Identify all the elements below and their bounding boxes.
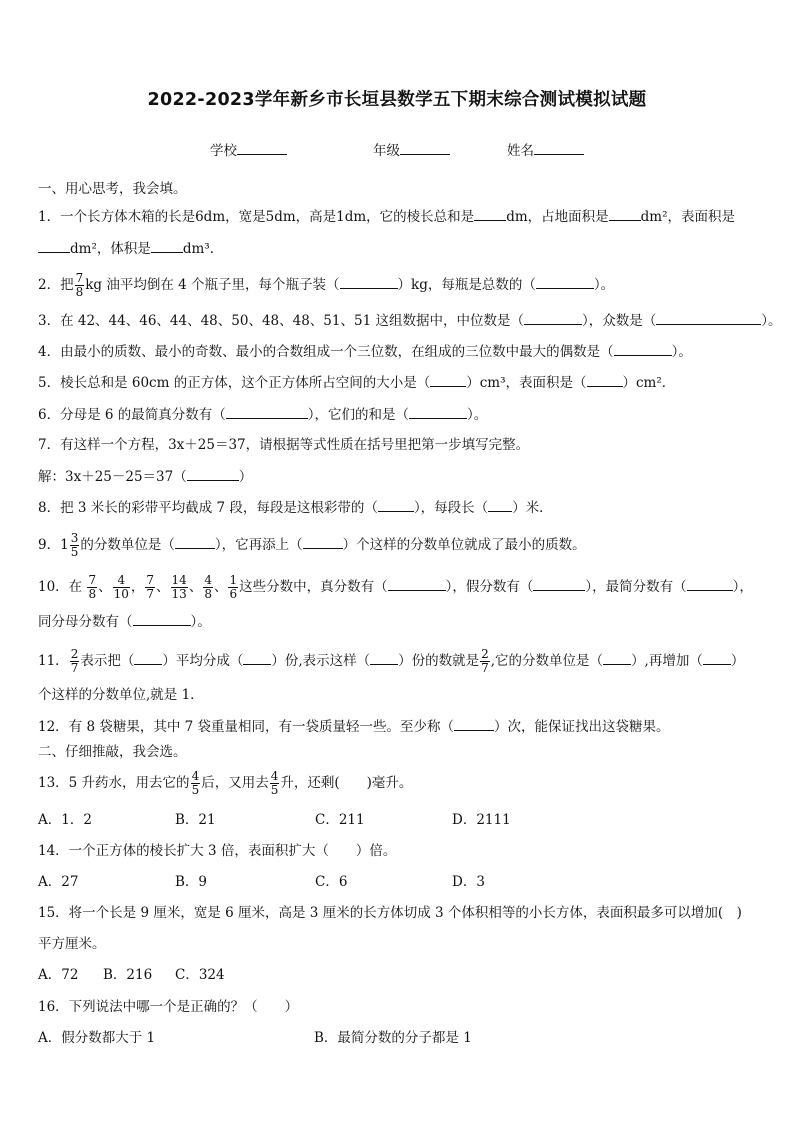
question-12: 12．有 8 袋糖果，其中 7 袋重量相同，有一袋质量轻一些。至少称（ ）次，能保证找出这袋糖果。: [38, 716, 764, 737]
student-info: [0, 139, 794, 159]
answer-blank[interactable]: [187, 466, 239, 481]
answer-blank[interactable]: [388, 576, 446, 591]
answer-blank[interactable]: [303, 534, 343, 549]
fraction: $\frac{7}{8}$: [88, 573, 97, 601]
answer-blank[interactable]: [226, 404, 308, 419]
answer-blank[interactable]: [587, 372, 623, 387]
fraction: $\frac{7}{7}$: [146, 573, 155, 601]
question-7-solution: 解：3x＋25－25＝37（ ）: [38, 466, 764, 487]
fraction: $\frac{4}{10}$: [113, 573, 129, 601]
option-a[interactable]: A．27: [38, 874, 79, 890]
answer-blank[interactable]: [609, 206, 641, 221]
name-label: 姓名: [507, 143, 534, 159]
answer-blank[interactable]: [243, 650, 271, 665]
question-1: 1．一个长方体木箱的长是6dm，宽是5dm，高是1dm，它的棱长总和是 dm，占地面积是 dm²，表面积是: [38, 206, 764, 227]
question-15-options: [38, 965, 764, 985]
question-9: 9．1 $\frac{3}{5}$ 的分数单位是（ ），它再添上（ ）个这样的分数单位就成了最小的质数。: [38, 531, 586, 559]
school-label: 学校: [210, 143, 237, 159]
option-a[interactable]: A．1．2: [38, 812, 92, 828]
section-heading-1: 一、用心思考，我会填。: [38, 181, 187, 197]
question-15: 15．将一个长是 9 厘米，宽是 6 厘米，高是 3 厘米的长方体切成 3 个体积相等的小长方体，表面积最多可以增加( ): [38, 905, 742, 921]
answer-blank[interactable]: [454, 716, 494, 731]
question-11-cont: 个这样的分数单位,就是 1．: [38, 687, 204, 703]
fraction: $\frac{4}{8}$: [204, 573, 212, 601]
answer-blank[interactable]: [533, 576, 585, 591]
answer-blank[interactable]: [603, 650, 631, 665]
question-13-options: [38, 810, 764, 830]
option-a[interactable]: A．假分数都大于 1: [38, 1030, 156, 1046]
fraction: $\frac{2}{7}$: [481, 647, 489, 675]
fraction: $\frac{3}{5}$: [70, 531, 79, 559]
question-10-cont: 同分母分数有（ ）。: [38, 611, 764, 632]
question-1-cont: dm²，体积是 dm³．: [38, 238, 764, 259]
name-blank[interactable]: [534, 140, 584, 155]
answer-blank[interactable]: [524, 310, 582, 325]
question-6: 6．分母是 6 的最简真分数有（ ），它们的和是（ ）。: [38, 404, 764, 425]
fraction: $\frac{4}{5}$: [191, 769, 200, 797]
answer-blank[interactable]: [175, 534, 215, 549]
question-14-options: [38, 872, 764, 892]
question-16: 16．下列说法中哪一个是正确的？（ ）: [38, 999, 299, 1015]
answer-blank[interactable]: [536, 274, 594, 289]
option-a[interactable]: A．72: [38, 967, 79, 983]
answer-blank[interactable]: [38, 238, 70, 253]
question-16-options: [38, 1028, 764, 1048]
option-b[interactable]: B．9: [175, 874, 208, 890]
answer-blank[interactable]: [703, 650, 731, 665]
option-b[interactable]: B．216: [103, 967, 153, 983]
answer-blank[interactable]: [134, 650, 162, 665]
question-4: 4．由最小的质数、最小的奇数、最小的合数组成一个三位数，在组成的三位数中最大的偶数是（ ）。: [38, 341, 764, 362]
option-c[interactable]: C．324: [175, 967, 225, 983]
question-5: 5．棱长总和是 60cm 的正方体，这个正方体所占空间的大小是（ ）cm³，表面积是（ ）cm²．: [38, 372, 764, 393]
option-b[interactable]: B．21: [175, 812, 216, 828]
section-heading-2: 二、仔细推敲，我会选。: [38, 744, 187, 760]
grade-label: 年级: [373, 143, 400, 159]
answer-blank[interactable]: [656, 310, 761, 325]
answer-blank[interactable]: [488, 497, 512, 512]
answer-blank[interactable]: [430, 372, 466, 387]
answer-blank[interactable]: [340, 274, 398, 289]
question-3: 3．在 42、44、46、44、48、50、48、48、51、51 这组数据中，中位数是（ ），众数是（ ）。: [38, 310, 764, 331]
option-b[interactable]: B．最简分数的分子都是 1: [314, 1030, 472, 1046]
answer-blank[interactable]: [474, 206, 506, 221]
answer-blank[interactable]: [151, 238, 183, 253]
option-d[interactable]: D．3: [452, 874, 485, 890]
question-2: 2．把 $\frac{7}{8}$ kg 油平均倒在 4 个瓶子里，每个瓶子装（ ）kg，每瓶是总数的（ ）。: [38, 271, 615, 299]
answer-blank[interactable]: [687, 576, 733, 591]
question-11: 11． $\frac{2}{7}$ 表示把（ ）平均分成（ ）份,表示这样（ ）份的数就是 $\frac{2}{7}$ ,它的分数单位是（ ）,再增加（ ）: [38, 647, 745, 675]
fraction: $\frac{14}{13}$: [171, 573, 187, 601]
answer-blank[interactable]: [378, 497, 414, 512]
grade-field[interactable]: [373, 139, 450, 159]
question-7: 7．有这样一个方程，3x＋25＝37，请根据等式性质在括号里把第一步填写完整。: [38, 437, 530, 453]
answer-blank[interactable]: [133, 611, 191, 626]
option-c[interactable]: C．6: [315, 874, 348, 890]
question-15-cont: 平方厘米。: [38, 936, 106, 952]
fraction: $\frac{7}{8}$: [75, 271, 84, 299]
fraction: $\frac{4}{5}$: [270, 769, 279, 797]
grade-blank[interactable]: [400, 140, 450, 155]
name-field[interactable]: [507, 139, 584, 159]
answer-blank[interactable]: [370, 650, 398, 665]
question-13: 13．5 升药水，用去它的 $\frac{4}{5}$ 后，又用去 $\frac{4}{5}$ 升，还剩( )毫升。: [38, 769, 413, 797]
school-field[interactable]: [210, 139, 287, 159]
question-8: 8．把 3 米长的彩带平均截成 7 段，每段是这根彩带的（ ），每段长（ ）米．: [38, 497, 764, 518]
fraction: $\frac{1}{6}$: [229, 573, 238, 601]
option-d[interactable]: D．2111: [452, 812, 511, 828]
answer-blank[interactable]: [409, 404, 467, 419]
question-14: 14．一个正方体的棱长扩大 3 倍，表面积扩大（ ）倍。: [38, 843, 397, 859]
question-10: 10．在 $\frac{7}{8}$ 、 $\frac{4}{10}$ ， $\frac{7}{7}$ 、 $\frac{14}{13}$ 、 $\frac{4}{8}$ 、 $\frac{1}{6}$ 这些分数中，真分数有（ ），假分数有（ ），最简分数有（ ），: [38, 573, 753, 601]
fraction: $\frac{2}{7}$: [70, 647, 79, 675]
school-blank[interactable]: [237, 140, 287, 155]
answer-blank[interactable]: [614, 341, 672, 356]
page-title: 2022-2023学年新乡市长垣县数学五下期末综合测试模拟试题: [147, 90, 647, 110]
option-c[interactable]: C．211: [315, 812, 365, 828]
